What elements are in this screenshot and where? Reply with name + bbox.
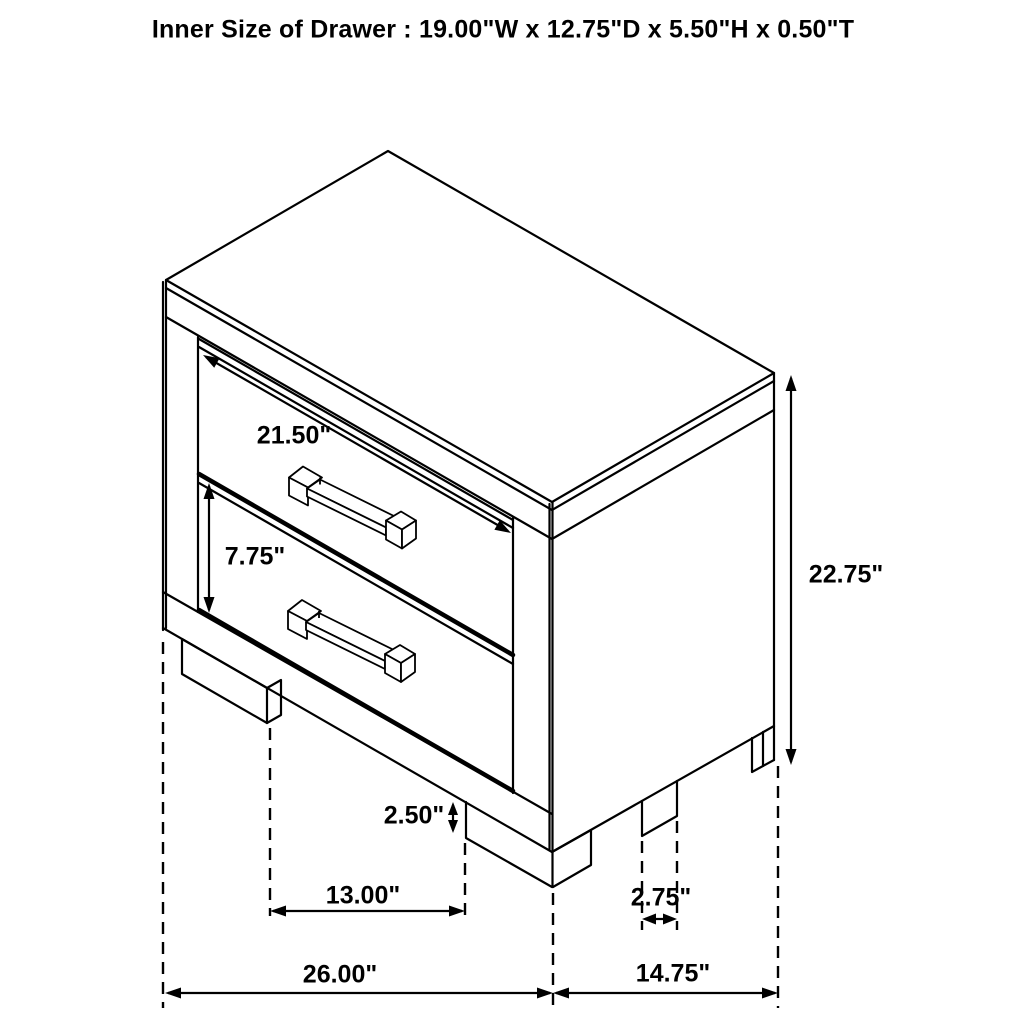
- arrow-13-00-left: [270, 906, 286, 917]
- arrow-13-00-right: [449, 906, 465, 917]
- arrow-26-00-right: [537, 988, 553, 999]
- nightstand-body: [163, 151, 774, 887]
- arrow-2-75-left: [642, 914, 656, 925]
- drawer-handles: [288, 467, 416, 683]
- arrow-14-75-right: [762, 988, 778, 999]
- side-middle-leg: [642, 781, 677, 836]
- arrow-26-00-left: [165, 988, 181, 999]
- dimension-lines: [168, 357, 791, 993]
- arrow-2-50-down: [448, 820, 458, 833]
- dim-label-drawer-opening-width: 21.50": [256, 421, 332, 450]
- dim-label-overall-height: 22.75": [808, 560, 884, 589]
- dim-label-leg-height: 2.50": [383, 801, 445, 830]
- front-left-leg: [182, 639, 267, 723]
- front-left-leg-side: [267, 680, 281, 723]
- bottom-rail-top-edge: [163, 592, 552, 814]
- arrow-7-75-down: [204, 597, 215, 613]
- dim-label-overall-depth: 14.75": [635, 959, 711, 988]
- dim-label-drawer-front-height: 7.75": [224, 542, 286, 571]
- arrow-14-75-left: [553, 988, 569, 999]
- arrow-22-75-down: [786, 749, 797, 765]
- arrow-2-50-up: [448, 802, 458, 815]
- arrow-22-75-up: [786, 375, 797, 391]
- dim-label-front-leg-spacing: 13.00": [325, 881, 401, 910]
- front-center-leg-side: [552, 830, 591, 887]
- drawer-1-opening-top-edge: [199, 339, 513, 520]
- dim-label-overall-width: 26.00": [302, 960, 378, 989]
- extension-lines: [163, 642, 778, 1008]
- dim-label-side-leg-width: 2.75": [630, 883, 692, 912]
- drawing-title: Inner Size of Drawer : 19.00"W x 12.75"D x 5.50"H x 0.50"T: [151, 15, 855, 44]
- arrow-2-75-right: [663, 914, 677, 925]
